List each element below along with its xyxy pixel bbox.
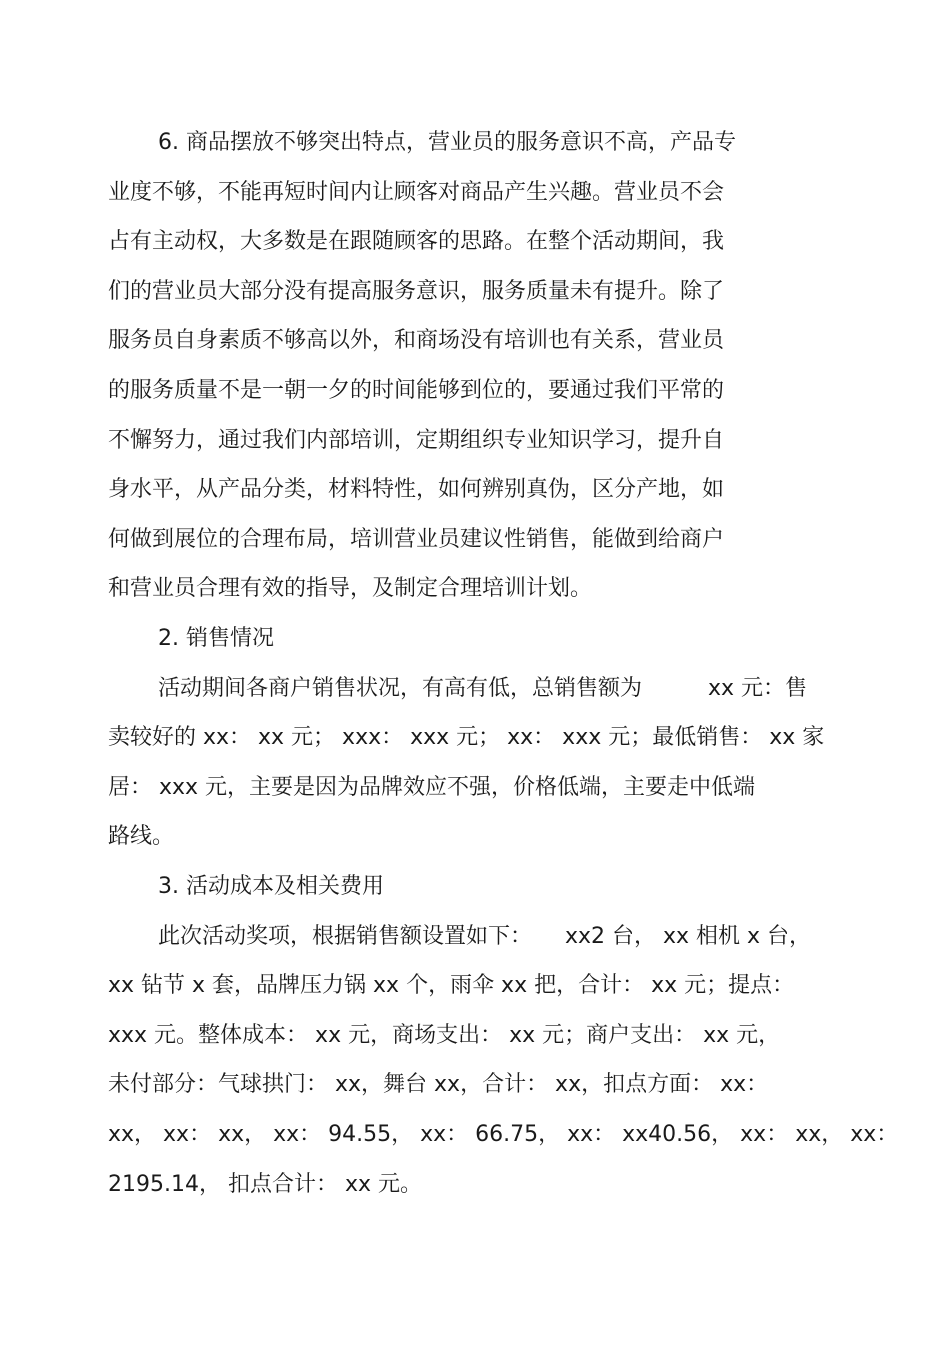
paragraph-line: 的服务质量不是一朝一夕的时间能够到位的，要通过我们平常的 (108, 378, 725, 403)
paragraph-line: 未付部分：气球拱门： xx，舞台 xx，合计： xx，扣点方面： xx： (108, 1072, 769, 1097)
paragraph-line: 路线。 (108, 824, 175, 849)
paragraph-line: 身水平，从产品分类，材料特性，如何辨别真伪，区分产地，如 (108, 477, 725, 502)
paragraph-line: 此次活动奖项，根据销售额设置如下： xx2 台， xx 相机 x 台， (158, 924, 812, 949)
section-heading-costs: 3. 活动成本及相关费用 (158, 874, 384, 899)
paragraph-line: 6. 商品摆放不够突出特点，营业员的服务意识不高，产品专 (158, 130, 736, 155)
paragraph-line: 卖较好的 xx： xx 元； xxx： xxx 元； xx： xxx 元；最低销售： xx 家 (108, 725, 825, 750)
paragraph-line: 和营业员合理有效的指导，及制定合理培训计划。 (108, 576, 593, 601)
paragraph-line: 2195.14， 扣点合计： xx 元。 (108, 1172, 422, 1197)
paragraph-line: 占有主动权，大多数是在跟随顾客的思路。在整个活动期间，我 (108, 229, 725, 254)
paragraph-line: 业度不够，不能再短时间内让顾客对商品产生兴趣。营业员不会 (108, 180, 725, 205)
paragraph-line: 居： xxx 元，主要是因为品牌效应不强，价格低端，主要走中低端 (108, 775, 756, 800)
paragraph-line: 们的营业员大部分没有提高服务意识，服务质量未有提升。除了 (108, 279, 725, 304)
paragraph-line: xx 钻节 x 套，品牌压力锅 xx 个，雨伞 xx 把，合计： xx 元；提点： (108, 973, 795, 998)
paragraph-line: 服务员自身素质不够高以外，和商场没有培训也有关系，营业员 (108, 328, 725, 353)
paragraph-line: 不懈努力，通过我们内部培训，定期组织专业知识学习，提升自 (108, 428, 725, 453)
section-heading-sales: 2. 销售情况 (158, 626, 274, 651)
paragraph-line: xx， xx： xx， xx： 94.55， xx： 66.75， xx： xx40.56， xx： xx， xx： (108, 1122, 899, 1147)
paragraph-line: 活动期间各商户销售状况，有高有低，总销售额为 xx 元：售 (158, 676, 808, 701)
paragraph-line: xxx 元。整体成本： xx 元，商场支出： xx 元；商户支出： xx 元， (108, 1023, 781, 1048)
paragraph-line: 何做到展位的合理布局，培训营业员建议性销售，能做到给商户 (108, 527, 725, 552)
